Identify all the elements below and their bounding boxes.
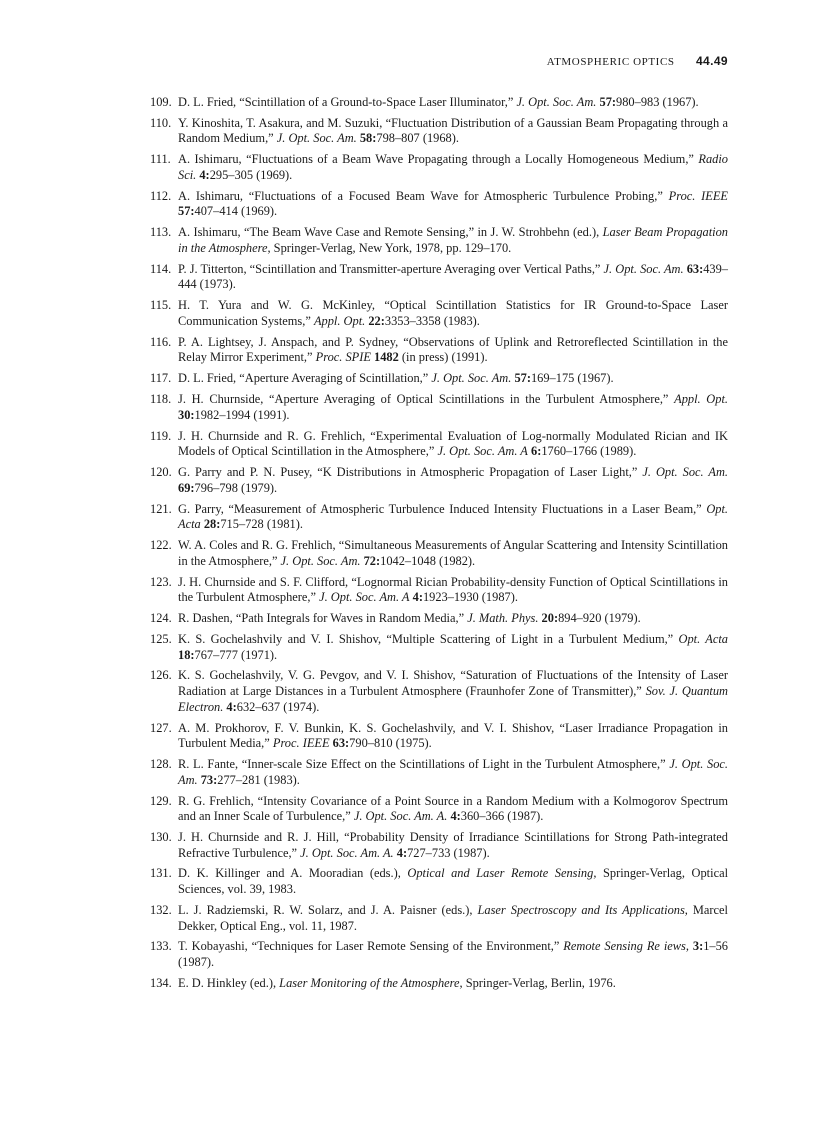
reference-number: 131. bbox=[150, 866, 172, 881]
reference-item bbox=[150, 116, 728, 147]
reference-title-italic: Proc. SPIE bbox=[315, 350, 371, 365]
reference-item bbox=[150, 611, 728, 627]
reference-item bbox=[150, 939, 728, 970]
reference-text: D. L. Fried, “Aperture Averaging of Scintillation,” bbox=[178, 371, 432, 386]
reference-number: 117. bbox=[150, 371, 172, 386]
reference-title-italic: J. Opt. Soc. Am. bbox=[178, 757, 728, 787]
reference-text: 1923–1930 (1987). bbox=[422, 590, 518, 605]
reference-number: 112. bbox=[150, 188, 172, 203]
reference-volume: 18: bbox=[178, 647, 195, 662]
reference-number: 132. bbox=[150, 902, 172, 917]
reference-item bbox=[150, 502, 728, 533]
reference-title-italic: Opt. Acta bbox=[678, 631, 729, 646]
page-number: 44.49 bbox=[695, 54, 728, 68]
reference-item bbox=[150, 632, 728, 663]
reference-volume: 4: bbox=[412, 590, 423, 605]
reference-text: Springer-Verlag, Optical Sciences, vol. 39, 1983. bbox=[178, 866, 729, 897]
reference-volume: 73: bbox=[200, 772, 218, 787]
reference-text: A. Ishimaru, “Fluctuations of a Focused Beam Wave for Atmospheric Turbulence Probing,” bbox=[178, 188, 669, 203]
reference-number: 115. bbox=[150, 298, 172, 313]
reference-item bbox=[150, 830, 728, 861]
reference-text: 360–366 (1987). bbox=[460, 809, 544, 824]
reference-text: A. Ishimaru, “Fluctuations of a Beam Wave Propagating through a Locally Homogeneous Medium,” bbox=[178, 152, 699, 167]
reference-text: J. H. Churnside and R. G. Frehlich, “Experimental Evaluation of Log-normally Modulated Rician and IK Models of Optical Scintillation in the Atmosphere,” bbox=[178, 428, 728, 459]
reference-title-italic: Radio Sci. bbox=[178, 152, 728, 182]
reference-number: 121. bbox=[150, 501, 172, 516]
reference-volume: 30: bbox=[178, 407, 195, 422]
reference-text: 894–920 (1979). bbox=[558, 611, 641, 626]
reference-item bbox=[150, 721, 728, 752]
reference-item bbox=[150, 335, 728, 366]
reference-volume: 4: bbox=[450, 809, 461, 824]
reference-text: G. Parry and P. N. Pusey, “K Distributions in Atmospheric Propagation of Laser Light,” bbox=[178, 465, 643, 480]
reference-text: (in press) (1991). bbox=[398, 350, 488, 365]
reference-text: W. A. Coles and R. G. Frehlich, “Simultaneous Measurements of Angular Scattering and Intensity Scintillation in the Atmosphere,” bbox=[178, 538, 728, 568]
section-title: ATMOSPHERIC OPTICS bbox=[546, 56, 675, 68]
reference-volume: 69: bbox=[178, 480, 195, 495]
reference-volume: 20: bbox=[541, 611, 559, 626]
reference-text: 169–175 (1967). bbox=[530, 371, 614, 386]
reference-text: Marcel Dekker, Optical Eng., vol. 11, 1987. bbox=[178, 902, 728, 933]
reference-title-italic: J. Opt. Soc. Am. bbox=[276, 131, 357, 146]
reference-text: 407–414 (1969). bbox=[194, 204, 278, 219]
reference-item bbox=[150, 298, 728, 329]
reference-text: K. S. Gochelashvily and V. I. Shishov, “Multiple Scattering of Light in a Turbulent Medium,” bbox=[178, 631, 679, 646]
reference-text: G. Parry, “Measurement of Atmospheric Turbulence Induced Intensity Fluctuations in a Laser Beam,” bbox=[178, 501, 707, 516]
reference-number: 118. bbox=[150, 392, 172, 407]
reference-item bbox=[150, 225, 728, 256]
reference-number: 134. bbox=[150, 975, 172, 990]
reference-volume: 63: bbox=[686, 261, 704, 276]
reference-text: 632–637 (1974). bbox=[236, 699, 320, 714]
reference-item bbox=[150, 189, 728, 220]
reference-text: 1–56 (1987). bbox=[178, 939, 728, 970]
reference-text: 1982–1994 (1991). bbox=[194, 407, 290, 422]
reference-volume: 57: bbox=[178, 204, 195, 219]
reference-number: 123. bbox=[150, 574, 172, 589]
reference-text: 439–444 (1973). bbox=[178, 261, 728, 292]
reference-number: 109. bbox=[150, 95, 172, 109]
reference-text: 1042–1048 (1982). bbox=[380, 553, 476, 568]
reference-title-italic: Proc. IEEE bbox=[272, 736, 330, 751]
reference-text: R. G. Frehlich, “Intensity Covariance of a Point Source in a Random Medium with a Kolmogorov Spectrum and an Inner Scale of Turbulence,” bbox=[178, 793, 728, 824]
reference-number: 125. bbox=[150, 631, 172, 646]
reference-title-italic: Opt. Acta bbox=[178, 501, 728, 532]
reference-number: 129. bbox=[150, 793, 172, 808]
reference-title-italic: J. Opt. Soc. Am. bbox=[431, 371, 512, 386]
reference-text: K. S. Gochelashvily, V. G. Pevgov, and V. I. Shishov, “Saturation of Fluctuations of the Intensity of Laser Radiation at Large Distances in a Turbulent Atmosphere (Fraunhofer Zone of Transmitter),” bbox=[178, 668, 728, 699]
reference-item bbox=[150, 262, 728, 293]
reference-volume: 4: bbox=[396, 845, 408, 860]
reference-number: 127. bbox=[150, 720, 172, 735]
reference-number: 122. bbox=[150, 538, 172, 553]
reference-title-italic: J. Opt. Soc. Am. A. bbox=[353, 809, 448, 824]
reference-volume: 4: bbox=[226, 699, 237, 714]
reference-number: 128. bbox=[150, 757, 172, 772]
reference-text: Springer-Verlag, Berlin, 1976. bbox=[462, 975, 616, 990]
reference-item bbox=[150, 95, 728, 111]
reference-title-italic: Sov. J. Quantum Electron. bbox=[178, 684, 728, 714]
reference-title-italic: Optical and Laser Remote Sensing, bbox=[407, 866, 597, 881]
reference-title-italic: J. Opt. Soc. Am. bbox=[603, 261, 684, 276]
reference-text: Y. Kinoshita, T. Asakura, and M. Suzuki, “Fluctuation Distribution of a Gaussian Beam Propagating through a Random Medium,” bbox=[178, 115, 728, 146]
reference-item bbox=[150, 465, 728, 496]
reference-text: D. K. Killinger and A. Mooradian (eds.), bbox=[178, 866, 408, 881]
reference-item bbox=[150, 866, 728, 897]
reference-title-italic: J. Opt. Soc. Am. A. bbox=[300, 845, 394, 860]
reference-text: J. H. Churnside and R. J. Hill, “Probability Density of Irradiance Scintillations for Strong Path-integrated Refractive Turbulence,” bbox=[178, 829, 728, 860]
reference-text: 3353–3358 (1983). bbox=[384, 313, 480, 328]
reference-volume: 6: bbox=[531, 444, 542, 459]
reference-volume: 28: bbox=[203, 517, 221, 532]
reference-text: 295–305 (1969). bbox=[209, 167, 293, 182]
reference-text: P. J. Titterton, “Scintillation and Transmitter-aperture Averaging over Vertical Paths,” bbox=[178, 261, 604, 276]
reference-title-italic: J. Opt. Soc. Am. bbox=[516, 95, 597, 109]
reference-volume: 22: bbox=[368, 313, 385, 328]
reference-title-italic: Laser Beam Propagation in the Atmosphere, bbox=[178, 225, 729, 255]
reference-item bbox=[150, 668, 728, 715]
reference-item bbox=[150, 794, 728, 825]
reference-text: A. Ishimaru, “The Beam Wave Case and Remote Sensing,” in J. W. Strohbehn (ed.), bbox=[178, 225, 603, 240]
reference-volume: 72: bbox=[363, 553, 381, 568]
reference-text: 798–807 (1968). bbox=[376, 131, 459, 146]
reference-item bbox=[150, 429, 728, 460]
reference-list bbox=[150, 95, 728, 997]
reference-volume: 58: bbox=[359, 131, 377, 146]
reference-item bbox=[150, 575, 728, 606]
reference-title-italic: J. Opt. Soc. Am. bbox=[642, 465, 729, 480]
running-header bbox=[150, 54, 728, 68]
reference-item bbox=[150, 152, 728, 183]
reference-number: 114. bbox=[150, 261, 172, 276]
reference-text: R. Dashen, “Path Integrals for Waves in Random Media,” bbox=[178, 611, 468, 626]
reference-text: 767–777 (1971). bbox=[194, 647, 278, 662]
reference-text: E. D. Hinkley (ed.), bbox=[178, 975, 280, 990]
reference-item bbox=[150, 903, 728, 934]
reference-number: 124. bbox=[150, 611, 172, 626]
reference-text: T. Kobayashi, “Techniques for Laser Remote Sensing of the Environment,” bbox=[178, 939, 564, 954]
reference-title-italic: Proc. IEEE bbox=[668, 188, 728, 203]
reference-title-italic: Remote Sensing Re iews, bbox=[563, 939, 689, 954]
reference-item bbox=[150, 757, 728, 788]
reference-number: 119. bbox=[150, 428, 172, 443]
reference-text: 1760–1766 (1989). bbox=[541, 444, 637, 459]
reference-text: R. L. Fante, “Inner-scale Size Effect on the Scintillations of Light in the Turbulent Atmosphere,” bbox=[178, 757, 670, 772]
reference-number: 130. bbox=[150, 829, 172, 844]
reference-text: H. T. Yura and W. G. McKinley, “Optical Scintillation Statistics for IR Ground-to-Space Laser Communication Systems,” bbox=[178, 298, 728, 328]
reference-item bbox=[150, 976, 728, 992]
reference-volume: 57: bbox=[514, 371, 531, 386]
reference-number: 113. bbox=[150, 225, 172, 240]
reference-text: 796–798 (1979). bbox=[194, 480, 278, 495]
reference-text: 277–281 (1983). bbox=[217, 772, 300, 787]
reference-text: J. H. Churnside and S. F. Clifford, “Lognormal Rician Probability-density Function of Optical Scintillations in the Turbulent Atmosphere,” bbox=[178, 574, 728, 605]
reference-number: 116. bbox=[150, 334, 172, 349]
reference-volume: 1482 bbox=[374, 350, 399, 365]
reference-volume: 57: bbox=[599, 95, 617, 109]
reference-number: 126. bbox=[150, 668, 172, 683]
reference-number: 110. bbox=[150, 115, 172, 130]
reference-text: J. H. Churnside, “Aperture Averaging of Optical Scintillations in the Turbulent Atmosphere,” bbox=[178, 392, 675, 407]
reference-text: Springer-Verlag, New York, 1978, pp. 129–170. bbox=[270, 240, 512, 255]
reference-text: 790–810 (1975). bbox=[349, 736, 432, 751]
reference-title-italic: Appl. Opt. bbox=[674, 392, 728, 407]
reference-text: 715–728 (1981). bbox=[220, 517, 303, 532]
reference-text: L. J. Radziemski, R. W. Solarz, and J. A. Paisner (eds.), bbox=[178, 902, 478, 917]
reference-item bbox=[150, 538, 728, 569]
reference-title-italic: J. Opt. Soc. Am. A bbox=[319, 590, 410, 605]
reference-title-italic: J. Opt. Soc. Am. A bbox=[437, 444, 528, 459]
reference-title-italic: Laser Monitoring of the Atmosphere, bbox=[279, 975, 463, 990]
reference-volume: 63: bbox=[332, 736, 350, 751]
reference-title-italic: Laser Spectroscopy and Its Applications, bbox=[477, 902, 688, 917]
reference-title-italic: J. Math. Phys. bbox=[467, 611, 539, 626]
reference-text: D. L. Fried, “Scintillation of a Ground-to-Space Laser Illuminator,” bbox=[178, 95, 517, 109]
reference-title-italic: Appl. Opt. bbox=[313, 313, 366, 328]
reference-text: 980–983 (1967). bbox=[616, 95, 699, 109]
reference-number: 120. bbox=[150, 465, 172, 480]
reference-volume: 3: bbox=[692, 939, 704, 954]
reference-text: 727–733 (1987). bbox=[407, 845, 490, 860]
reference-title-italic: J. Opt. Soc. Am. bbox=[280, 553, 361, 568]
reference-text: P. A. Lightsey, J. Anspach, and P. Sydney, “Observations of Uplink and Retroreflected Scintillation in the Relay Mirror Experiment,” bbox=[178, 334, 728, 365]
reference-number: 111. bbox=[150, 152, 171, 167]
reference-item bbox=[150, 371, 728, 387]
reference-text: A. M. Prokhorov, F. V. Bunkin, K. S. Gochelashvily, and V. I. Shishov, “Laser Irradiance Propagation in Turbulent Media,” bbox=[178, 720, 728, 751]
reference-volume: 4: bbox=[199, 167, 210, 182]
reference-number: 133. bbox=[150, 939, 172, 954]
reference-item bbox=[150, 392, 728, 423]
